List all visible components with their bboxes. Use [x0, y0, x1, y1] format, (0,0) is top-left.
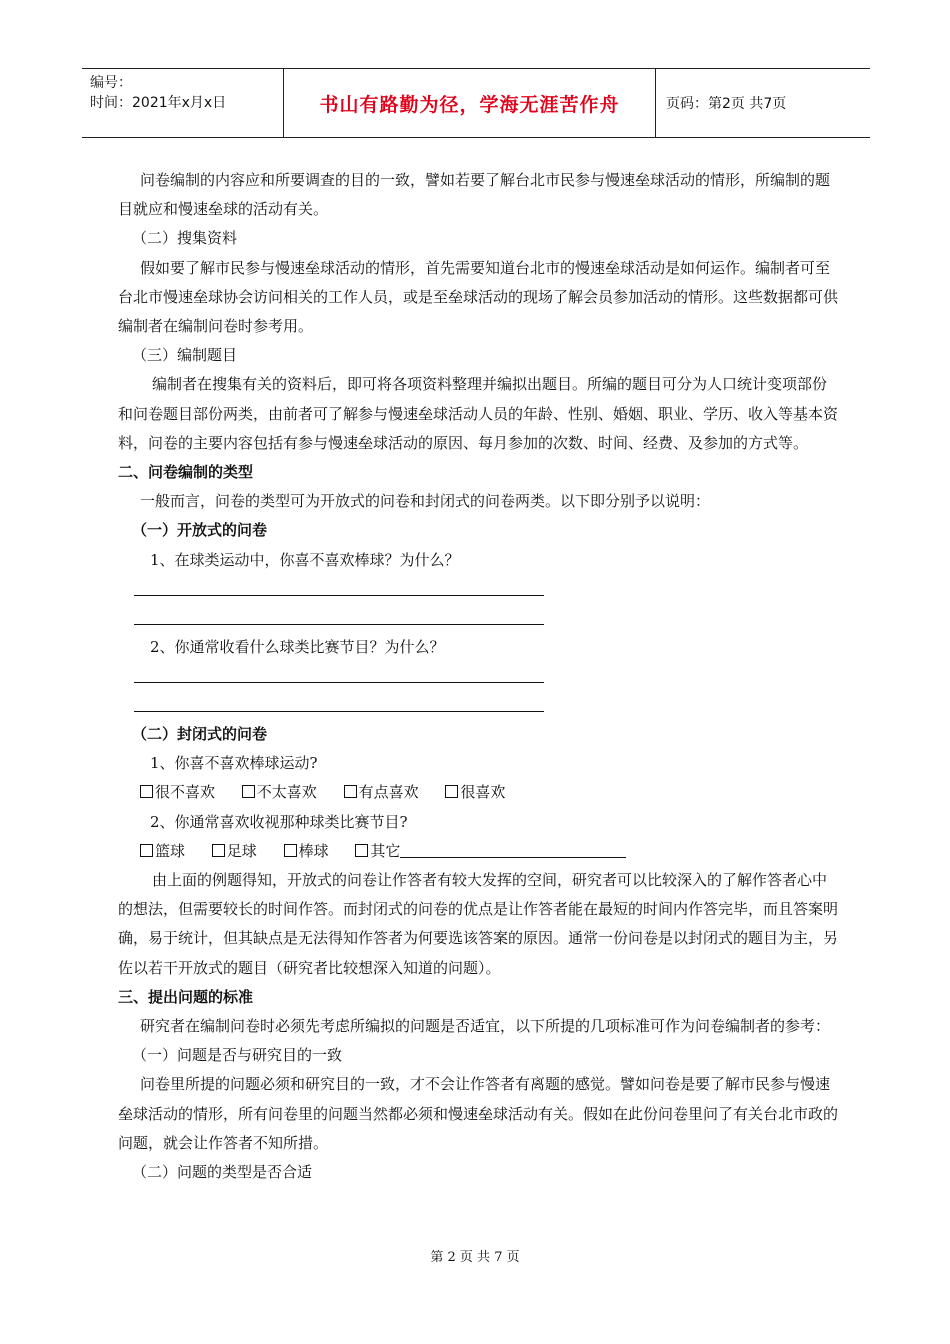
page-header: [82, 68, 870, 138]
subsection-heading: （二）问题的类型是否合适: [132, 1163, 313, 1182]
option[interactable]: 足球: [212, 837, 257, 866]
paragraph: 研究者在编制问卷时必须先考虑所编拟的问题是否适宜，以下所提的几项标准可作为问卷编制者的参考：: [140, 1017, 831, 1036]
answer-line: [118, 604, 838, 633]
checkbox-icon[interactable]: [445, 785, 458, 798]
fill-blank[interactable]: [400, 841, 626, 858]
subsection-heading: （二）搜集资料: [132, 229, 238, 248]
paragraph: 由上面的例题得知，开放式的问卷让作答者有较大发挥的空间，研究者可以比较深入的了解作答者心中的想法，但需要较长的时间作答。而封闭式的问卷的优点是让作答者能在最短的时间内作答完毕，而且答案明确，易于统计，但其缺点是无法得知作答者为何要选该答案的原因。通常一份问卷是以封闭式的题目为主，另佐以若干开放式的题目（研究者比较想深入知道的问题）。: [118, 871, 839, 977]
number-label: 编号：: [90, 75, 132, 91]
option[interactable]: 篮球: [140, 837, 185, 866]
checkbox-icon[interactable]: [212, 844, 225, 857]
checkbox-icon[interactable]: [140, 844, 153, 857]
section-heading: 二、问卷编制的类型: [118, 463, 254, 482]
checkbox-icon[interactable]: [284, 844, 297, 857]
answer-line: [118, 662, 838, 691]
paragraph: 假如要了解市民参与慢速垒球活动的情形，首先需要知道台北市的慢速垒球活动是如何运作。编制者可至台北市慢速垒球协会访问相关的工作人员，或是至垒球活动的现场了解会员参加活动的情形。这些数据都可供编制者在编制问卷时参考用。: [118, 258, 839, 336]
question: 2、你通常收看什么球类比赛节目？为什么？: [150, 637, 445, 656]
option[interactable]: 很不喜欢: [140, 778, 215, 807]
subsection-heading: （一）问题是否与研究目的一致: [132, 1046, 343, 1065]
time-label: 时间：2021年x月x日: [90, 95, 227, 111]
option[interactable]: 棒球: [284, 837, 329, 866]
checkbox-icon[interactable]: [242, 785, 255, 798]
subsection-heading: （三）编制题目: [132, 346, 238, 365]
header-motto: 书山有路勤为径，学海无涯苦作舟: [284, 69, 656, 137]
paragraph: 问卷里所提的问题必须和研究目的一致，才不会让作答者有离题的感觉。譬如问卷是要了解市民参与慢速垒球活动的情形，所有问卷里的问题当然都必须和慢速垒球活动有关。假如在此份问卷里问了有关台北市政的问题，就会让作答者不知所措。: [118, 1075, 839, 1152]
option-row: [118, 837, 838, 866]
checkbox-icon[interactable]: [140, 785, 153, 798]
header-page-info: 页码：第2页 共7页: [666, 96, 787, 112]
question: 1、你喜不喜欢棒球运动?: [150, 754, 318, 773]
question: 1、在球类运动中，你喜不喜欢棒球？为什么？: [150, 550, 460, 569]
subsection-heading: （一）开放式的问卷: [132, 521, 268, 540]
paragraph: 编制者在搜集有关的资料后，即可将各项资料整理并编拟出题目。所编的题目可分为人口统计变项部份和问卷题目部份两类，由前者可了解参与慢速垒球活动人员的年龄、性别、婚姻、职业、学历、收入等基本资料，问卷的主要内容包括有参与慢速垒球活动的原因、每月参加的次数、时间、经费、及参加的方式等。: [118, 375, 839, 452]
checkbox-icon[interactable]: [355, 844, 368, 857]
header-meta: [82, 69, 284, 137]
checkbox-icon[interactable]: [344, 785, 357, 798]
document-body: [118, 166, 838, 1187]
paragraph: 一般而言，问卷的类型可为开放式的问卷和封闭式的问卷两类。以下即分别予以说明：: [140, 492, 711, 511]
paragraph: 问卷编制的内容应和所要调查的目的一致，譬如若要了解台北市民参与慢速垒球活动的情形，所编制的题目就应和慢速垒球的活动有关。: [118, 171, 831, 219]
option[interactable]: 有点喜欢: [344, 778, 419, 807]
option[interactable]: 很喜欢: [445, 778, 505, 807]
subsection-heading: （二）封闭式的问卷: [132, 725, 268, 744]
option[interactable]: 其它: [355, 837, 626, 866]
option-row: [118, 778, 838, 807]
section-heading: 三、提出问题的标准: [118, 987, 254, 1006]
option[interactable]: 不太喜欢: [242, 778, 317, 807]
page-footer: 第 2 页 共 7 页: [430, 1250, 520, 1265]
answer-line: [118, 575, 838, 604]
answer-line: [118, 691, 838, 720]
question: 2、你通常喜欢收视那种球类比赛节目?: [150, 812, 408, 831]
